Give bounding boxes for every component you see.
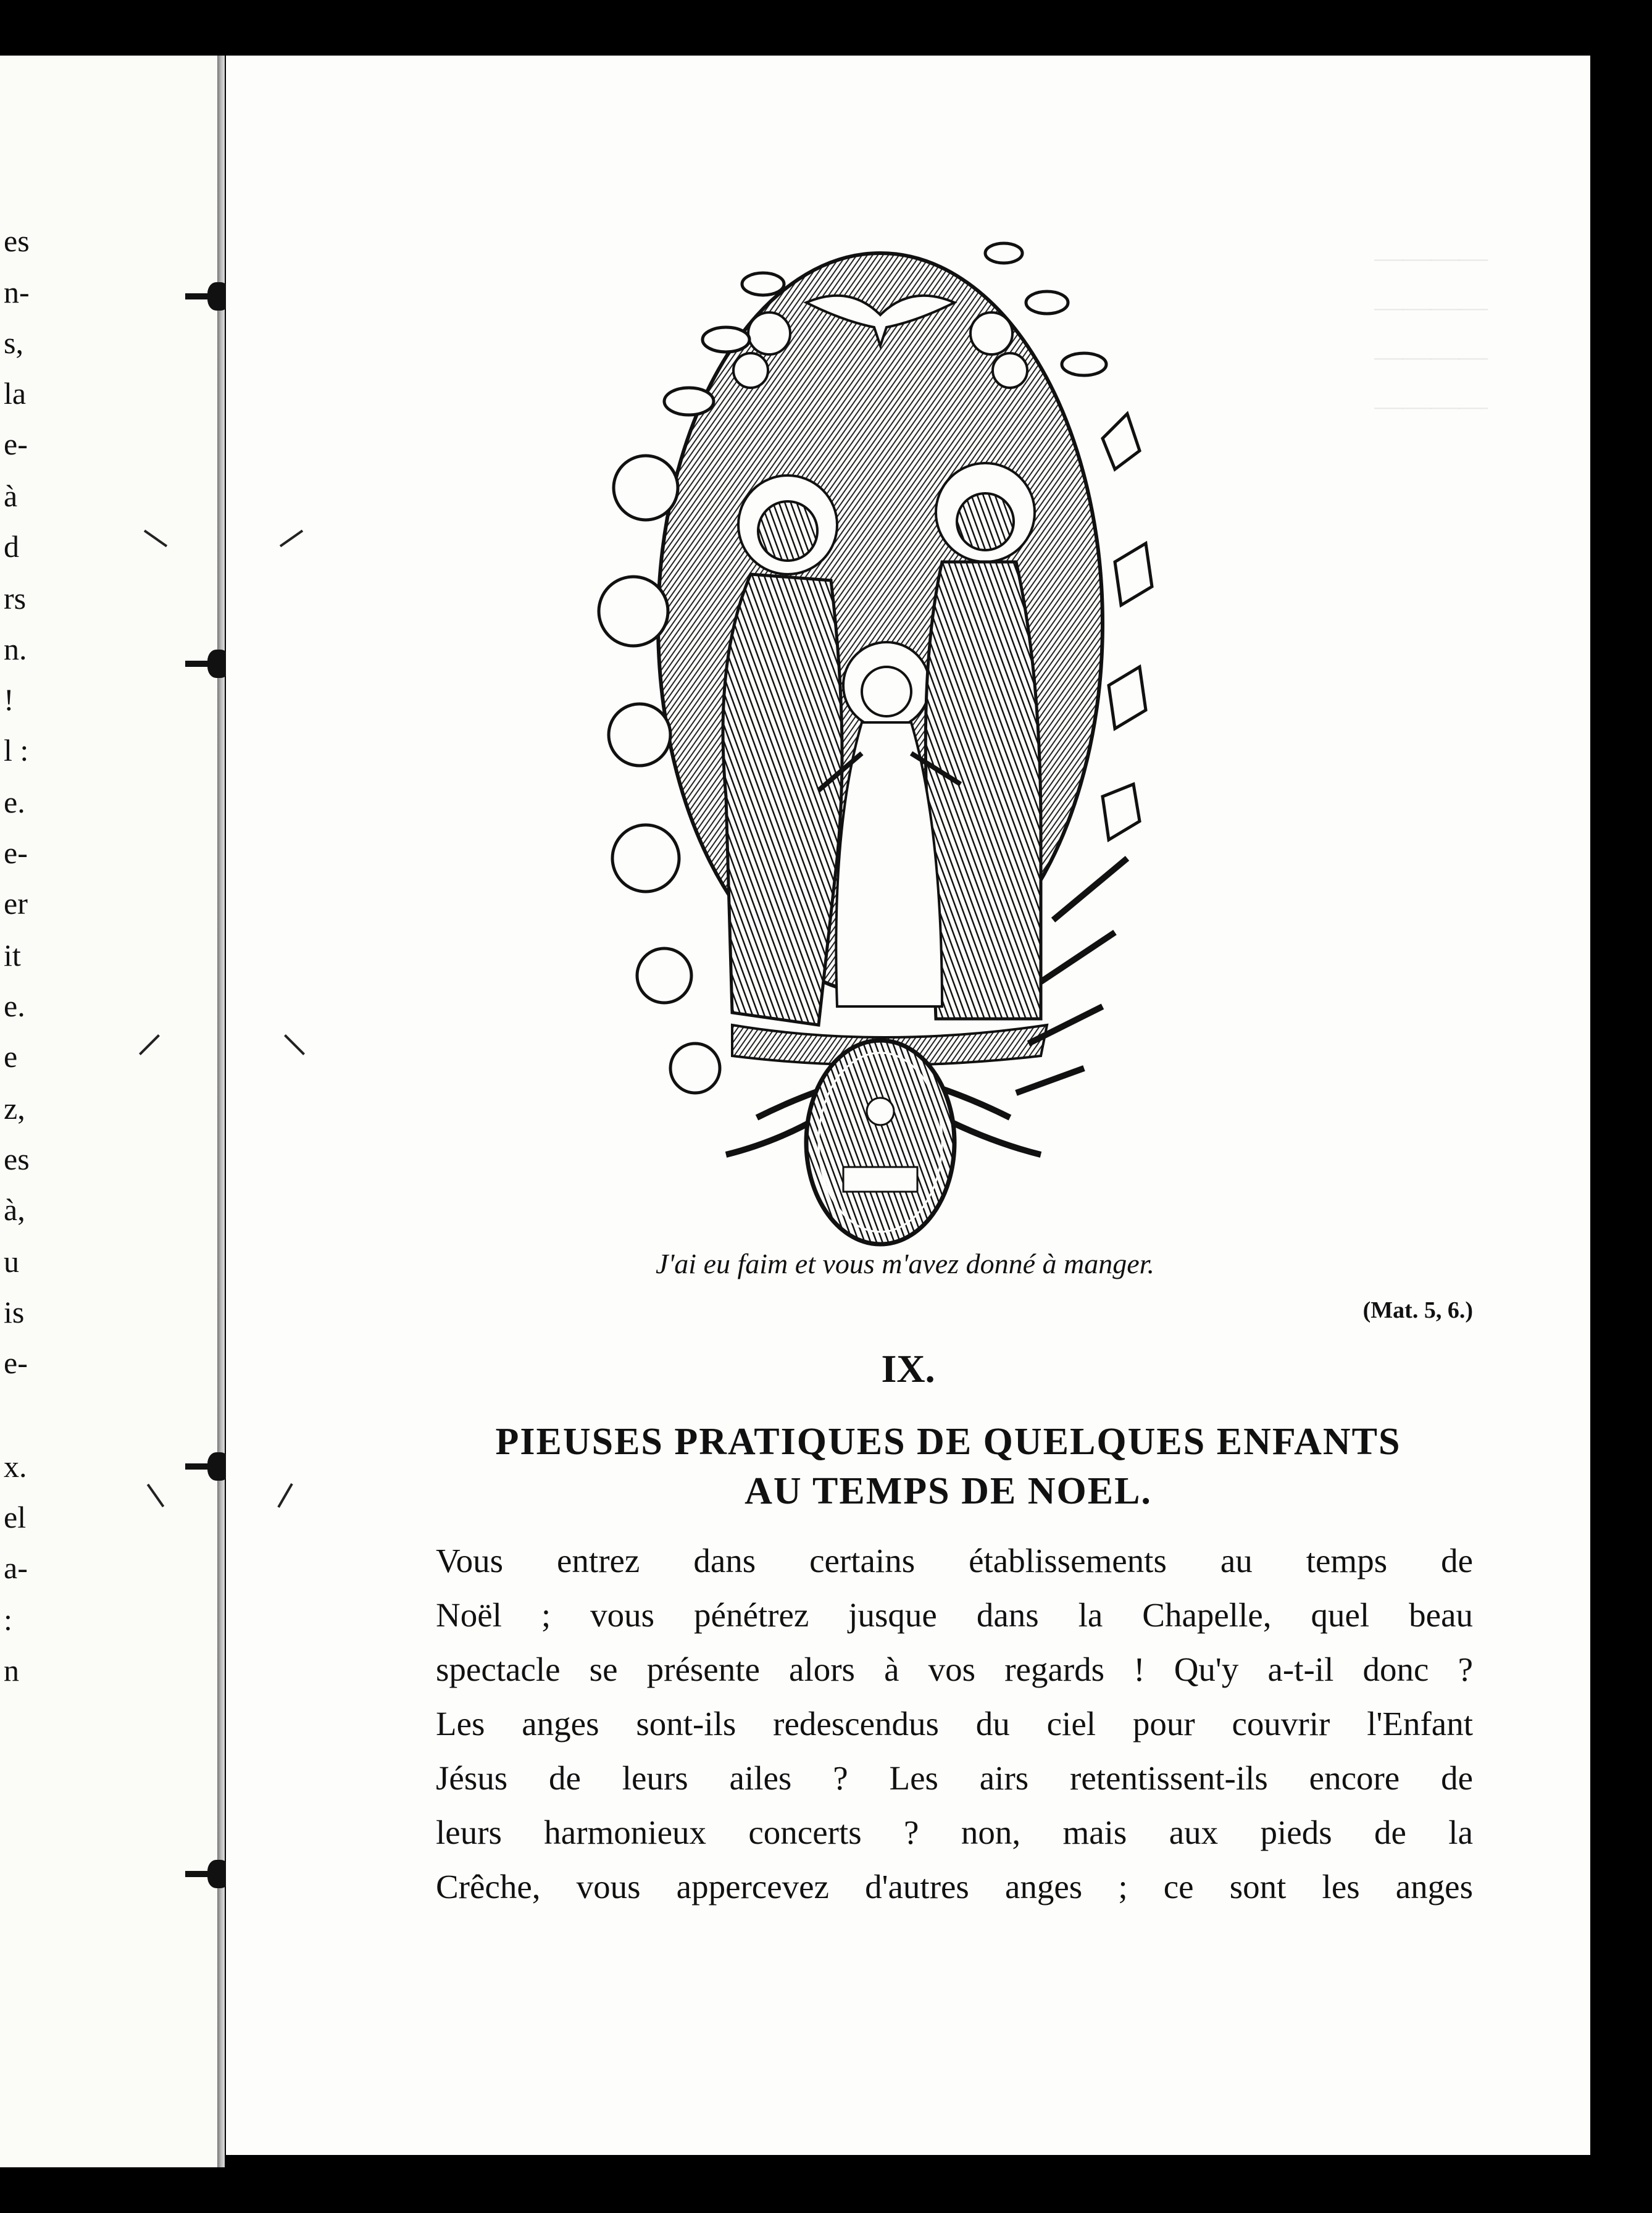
left-fragment: el	[4, 1502, 27, 1533]
body-text-line: Noël ; vous pénétrez jusque dans la Chapelle, quel beau	[436, 1596, 1473, 1634]
left-fragment: e-	[4, 837, 28, 868]
body-text-line: Jésus de leurs ailes ? Les airs retentissent-ils encore de	[436, 1759, 1473, 1797]
left-fragment: à	[4, 480, 18, 511]
engraving-caption: J'ai eu faim et vous m'avez donné à manger.	[656, 1248, 1154, 1279]
scripture-citation: (Mat. 5, 6.)	[1362, 1297, 1473, 1323]
left-fragment: x.	[4, 1451, 27, 1482]
left-fragment: e-	[4, 429, 28, 459]
left-fragment: is	[4, 1297, 25, 1328]
bleed-through: ————	[1374, 340, 1488, 372]
left-fragment: it	[4, 940, 21, 971]
left-fragment: a-	[4, 1552, 28, 1583]
bleed-through: ————	[1374, 390, 1488, 421]
left-fragment: es	[4, 225, 30, 256]
chapter-title-line-2: AU TEMPS DE NOEL.	[745, 1470, 1152, 1512]
left-fragment: e	[4, 1041, 18, 1072]
left-fragment: à,	[4, 1194, 25, 1225]
left-fragment: z,	[4, 1093, 25, 1124]
right-page	[226, 56, 1590, 2155]
left-fragment: rs	[4, 583, 27, 614]
left-fragment: !	[4, 684, 14, 715]
left-fragment: n.	[4, 634, 27, 664]
left-fragment: :	[4, 1604, 12, 1635]
left-page	[0, 56, 222, 2167]
left-fragment: s,	[4, 327, 23, 358]
body-text-line: Vous entrez dans certains établissements au temps de	[436, 1542, 1473, 1579]
left-fragment: es	[4, 1144, 30, 1174]
body-text-line: Les anges sont-ils redescendus du ciel pour couvrir l'Enfant	[436, 1705, 1473, 1742]
bleed-through: ————	[1374, 241, 1488, 273]
chapter-title-line-1: PIEUSES PRATIQUES DE QUELQUES ENFANTS	[495, 1421, 1401, 1463]
left-fragment: er	[4, 888, 28, 919]
book-gutter	[217, 56, 225, 2167]
left-fragment: e.	[4, 990, 25, 1021]
bleed-through: ————	[1374, 291, 1488, 322]
left-fragment: n	[4, 1655, 19, 1686]
left-fragment: n-	[4, 277, 30, 307]
left-fragment: u	[4, 1246, 19, 1277]
holy-family-engraving	[572, 179, 1189, 1253]
left-fragment: la	[4, 378, 27, 409]
left-fragment: e-	[4, 1347, 28, 1378]
left-fragment: l :	[4, 735, 29, 766]
body-text-line: spectacle se présente alors à vos regards ! Qu'y a-t-il donc ?	[436, 1650, 1473, 1688]
left-fragment: e.	[4, 787, 25, 818]
left-fragment: d	[4, 531, 19, 562]
chapter-number: IX.	[881, 1347, 935, 1391]
body-text-line: Crêche, vous appercevez d'autres anges ; ce sont les anges	[436, 1868, 1473, 1906]
body-text-line: leurs harmonieux concerts ? non, mais aux pieds de la	[436, 1813, 1473, 1851]
